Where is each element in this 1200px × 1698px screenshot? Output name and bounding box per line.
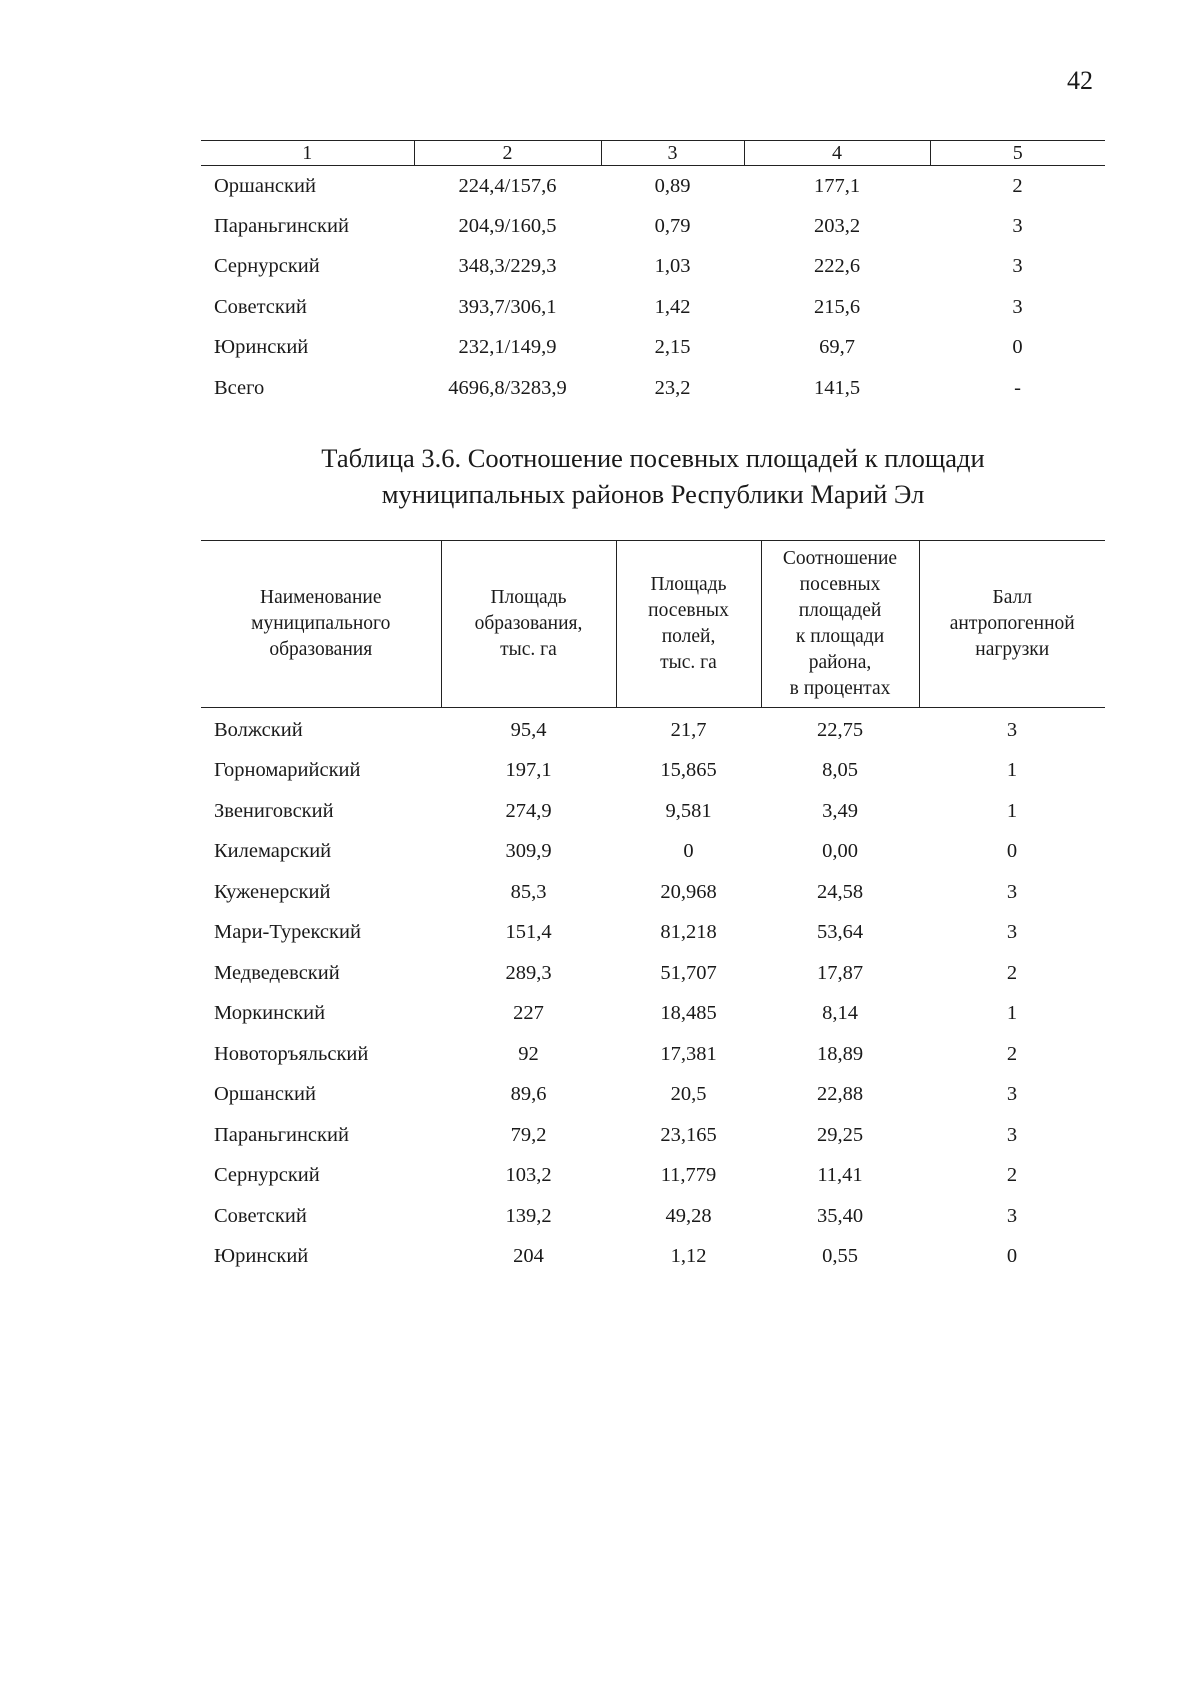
value-cell: 222,6 <box>813 255 861 278</box>
header-text: Площадь образования, тыс. га <box>474 587 583 660</box>
value-cell: 4696,8/3283,9 <box>448 376 567 399</box>
value-cell: 1,03 <box>654 255 691 278</box>
table-row <box>201 708 1105 751</box>
value-cell: 151,4 <box>505 921 552 944</box>
row-name-cell: Юринский <box>214 1245 309 1268</box>
value-cell: 197,1 <box>505 759 552 782</box>
value-cell: 21,7 <box>670 718 707 741</box>
value-cell: 274,9 <box>505 799 552 822</box>
value-cell: 15,865 <box>660 759 717 782</box>
row-name-cell: Мари-Турекский <box>214 921 361 944</box>
value-cell: 2 <box>1006 1164 1018 1187</box>
row-name-cell: Параньгинский <box>214 1123 349 1146</box>
value-cell: 232,1/149,9 <box>458 336 557 359</box>
column-number-row <box>201 141 1105 166</box>
value-cell: 141,5 <box>813 376 861 399</box>
header-municipality <box>201 541 441 708</box>
value-cell: 1 <box>1006 1002 1018 1025</box>
value-cell: 22,88 <box>816 1083 864 1106</box>
value-cell: 0 <box>1006 840 1018 863</box>
value-cell: 3,49 <box>822 799 858 822</box>
header-text: Соотношение посевных площадей к площади района, в процентах <box>782 548 898 699</box>
row-name-cell: Сернурский <box>214 1164 320 1187</box>
column-number: 3 <box>601 141 744 166</box>
table-row <box>201 913 1105 954</box>
header-ratio <box>761 541 919 708</box>
row-name-cell: Горномарийский <box>214 759 361 782</box>
continuation-table <box>201 140 1105 408</box>
table-row <box>201 1237 1105 1278</box>
table-row <box>201 1156 1105 1197</box>
row-name-cell: Куженерский <box>214 880 331 903</box>
value-cell: 18,89 <box>816 1042 864 1065</box>
value-cell: 224,4/157,6 <box>458 174 557 197</box>
column-number: 4 <box>744 141 930 166</box>
table-row <box>201 791 1105 832</box>
value-cell: 85,3 <box>510 880 547 903</box>
value-cell: 3 <box>1006 1123 1018 1146</box>
value-cell: 1 <box>1006 799 1018 822</box>
value-cell: 1,42 <box>654 295 691 318</box>
header-sown-area <box>616 541 761 708</box>
value-cell: 2 <box>1006 1042 1018 1065</box>
value-cell: 227 <box>513 1002 544 1025</box>
value-cell: 11,779 <box>660 1164 717 1187</box>
value-cell: 22,75 <box>816 718 864 741</box>
table-row <box>201 247 1105 287</box>
page-number: 42 <box>1067 66 1093 95</box>
column-number: 2 <box>414 141 601 166</box>
value-cell: 3 <box>1006 1204 1018 1227</box>
row-name-cell: Советский <box>214 295 307 318</box>
row-name-cell: Медведевский <box>214 961 340 984</box>
value-cell: 23,2 <box>654 376 691 399</box>
row-name-cell: Оршанский <box>214 1083 316 1106</box>
row-name-cell: Новоторъяльский <box>214 1042 369 1065</box>
value-cell: 17,87 <box>816 961 864 984</box>
table-row <box>201 832 1105 873</box>
table-row <box>201 872 1105 913</box>
row-name-cell: Всего <box>214 376 265 399</box>
row-name-cell: Оршанский <box>214 174 316 197</box>
value-cell: 9,581 <box>665 799 712 822</box>
table-row <box>201 206 1105 246</box>
value-cell: 23,165 <box>660 1123 717 1146</box>
value-cell: 95,4 <box>510 718 547 741</box>
value-cell: 3 <box>1012 255 1023 278</box>
row-name-cell: Сернурский <box>214 255 320 278</box>
value-cell: 89,6 <box>510 1083 547 1106</box>
value-cell: 8,05 <box>822 759 858 782</box>
table-row <box>201 1075 1105 1116</box>
main-table <box>201 540 1105 1277</box>
value-cell: 348,3/229,3 <box>458 255 557 278</box>
value-cell: 51,707 <box>660 961 717 984</box>
value-cell: 103,2 <box>505 1164 552 1187</box>
value-cell: 69,7 <box>819 336 855 359</box>
table-caption <box>201 440 1105 512</box>
value-cell: 0 <box>683 840 694 863</box>
value-cell: 289,3 <box>505 961 552 984</box>
header-text: Наименование муниципального образования <box>251 587 391 660</box>
value-cell: 81,218 <box>660 921 717 944</box>
value-cell: 20,968 <box>660 880 717 903</box>
table-row <box>201 751 1105 792</box>
value-cell: 49,28 <box>665 1204 712 1227</box>
column-number: 5 <box>930 141 1105 166</box>
value-cell: 2 <box>1006 961 1018 984</box>
value-cell: 204,9/160,5 <box>458 215 557 238</box>
value-cell: 3 <box>1006 921 1018 944</box>
row-name-cell: Советский <box>214 1204 307 1227</box>
header-row <box>201 541 1105 708</box>
value-cell: 3 <box>1012 215 1023 238</box>
column-number: 1 <box>201 141 414 166</box>
value-cell: 0,79 <box>654 215 691 238</box>
table-row <box>201 1115 1105 1156</box>
value-cell: 3 <box>1012 295 1023 318</box>
caption-line-2: муниципальных районов Республики Марий Эл <box>381 479 925 509</box>
value-cell: 0 <box>1006 1245 1018 1268</box>
table-row <box>201 166 1105 207</box>
value-cell: 53,64 <box>816 921 864 944</box>
value-cell: 24,58 <box>816 880 864 903</box>
table-row <box>201 328 1105 368</box>
value-cell: 3 <box>1006 1083 1018 1106</box>
caption-line-1: Таблица 3.6. Соотношение посевных площадей к площади <box>321 443 985 473</box>
value-cell: 18,485 <box>660 1002 717 1025</box>
row-name-cell: Волжский <box>214 718 303 741</box>
value-cell: 1,12 <box>670 1245 707 1268</box>
table-row <box>201 287 1105 327</box>
table-row <box>201 1034 1105 1075</box>
row-name-cell: Килемарский <box>214 840 332 863</box>
header-text: Площадь посевных полей, тыс. га <box>648 574 729 673</box>
value-cell: 2,15 <box>654 336 691 359</box>
value-cell: 8,14 <box>822 1002 858 1025</box>
value-cell: 0,55 <box>822 1245 858 1268</box>
value-cell: 393,7/306,1 <box>458 295 557 318</box>
value-cell: 29,25 <box>816 1123 864 1146</box>
header-area <box>441 541 616 708</box>
value-cell: 203,2 <box>813 215 861 238</box>
value-cell: 3 <box>1006 718 1018 741</box>
header-text: Балл антропогенной нагрузки <box>949 587 1075 660</box>
value-cell: 0,00 <box>822 840 858 863</box>
value-cell: 0,89 <box>654 174 691 197</box>
value-cell: 92 <box>518 1042 539 1065</box>
value-cell: 17,381 <box>660 1042 717 1065</box>
table-row <box>201 953 1105 994</box>
value-cell: - <box>1014 376 1021 399</box>
row-name-cell: Параньгинский <box>214 215 349 238</box>
value-cell: 11,41 <box>817 1164 863 1187</box>
table-row <box>201 368 1105 408</box>
header-score <box>919 541 1105 708</box>
value-cell: 2 <box>1012 174 1023 197</box>
row-name-cell: Звениговский <box>214 799 334 822</box>
value-cell: 139,2 <box>505 1204 552 1227</box>
table-row <box>201 1196 1105 1237</box>
value-cell: 1 <box>1006 759 1018 782</box>
value-cell: 79,2 <box>510 1123 547 1146</box>
table-row <box>201 994 1105 1035</box>
value-cell: 0 <box>1012 336 1023 359</box>
value-cell: 204 <box>513 1245 544 1268</box>
value-cell: 177,1 <box>813 174 861 197</box>
row-name-cell: Моркинский <box>214 1002 326 1025</box>
value-cell: 3 <box>1006 880 1018 903</box>
value-cell: 20,5 <box>670 1083 707 1106</box>
value-cell: 35,40 <box>816 1204 864 1227</box>
row-name-cell: Юринский <box>214 336 309 359</box>
value-cell: 215,6 <box>813 295 861 318</box>
value-cell: 309,9 <box>505 840 552 863</box>
